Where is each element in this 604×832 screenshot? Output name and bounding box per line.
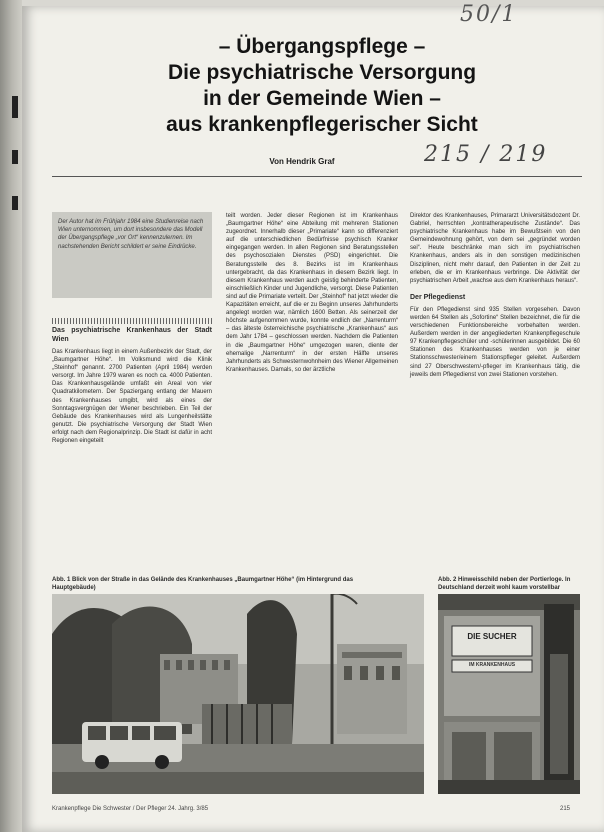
intro-box: Der Autor hat im Frühjahr 1984 eine Studienreise nach Wien unternommen, um dort insbesondere das Modell der Übergangspflege „vor Ort“ kennenzulernen. Im nachstehenden Bericht schildert er seine Eindrücke. — [52, 212, 212, 298]
figure-2-photo — [438, 594, 580, 794]
body-text: Direktor des Krankenhauses, Primararzt Universitätsdozent Dr. Gabriel, herrschten „kontratherapeutische Zustände“. Das psychiatrische Krankenhaus habe im Bewußtsein von den Gemeindewohnung gehört, von dem sei „gegründet worden sei“. Heute beschränke man sich im psychiatrischen Krankenhaus, anders als in den sonstigen medizinischen Disziplinen, nicht mehr darauf, den Patienten in der Zeit zu erleben, die er im Krankenhaus verbringe. Die Aktivität der psychiatrischen Arbeit „wachse aus dem Krankenhaus heraus“. — [410, 213, 580, 284]
title-line: aus krankenpflegerischer Sicht — [166, 113, 478, 136]
sign-subtext: IM KRANKENHAUS — [468, 662, 516, 668]
byline: Von Hendrik Graf — [269, 157, 335, 166]
header-rule — [52, 176, 582, 177]
handwritten-number: 50/1 — [460, 2, 518, 27]
body-text: Für den Pflegedienst sind 935 Stellen vorgesehen. Davon werden 64 Stellen als „Sofortine“ Stellen bezeichnet, die für die verschiedenen Funktionsbereiche vorbehalten werden. Außerdem werden in der angegliederten Krankenpflegeschule 97 Krankenpflegeschüler und -schülerinnen ausgebildet. Die 60 Stationen des Krankenhauses werden von je einer Stationsschwester/einem Stationspfleger geleitet. Außerdem sind 27 Oberschwestern/-pfleger im Krankenhaus tätig, die jeweils dem Pflegedienst von zwei Stationen vorstehen. — [410, 306, 580, 378]
handwritten-page-ref: 215 / 219 — [424, 142, 548, 167]
column-2 — [226, 212, 398, 374]
section-heading: Das psychiatrische Krankenhaus der Stadt Wien — [52, 327, 212, 343]
footer-journal: Krankenpflege Die Schwester / Der Pfleger 24. Jahrg. 3/85 — [52, 806, 209, 812]
column-3 — [410, 212, 580, 379]
title-line: in der Gemeinde Wien – — [203, 87, 441, 110]
spine-mark — [12, 96, 18, 118]
section-heading: Der Pflegedienst — [410, 293, 466, 301]
article-title — [70, 34, 574, 138]
section-strip — [52, 318, 212, 324]
title-line: Die psychiatrische Versorgung — [167, 61, 477, 84]
sign-text: DIE SUCHER — [467, 632, 517, 641]
figure-2-caption: Abb. 2 Hinweisschild neben der Portierloge. In Deutschland derzeit wohl kaum vorstellbar — [438, 577, 571, 591]
column-1 — [52, 326, 212, 445]
figure-1-photo — [52, 594, 424, 794]
body-text: Das Krankenhaus liegt in einem Außenbezirk der Stadt, der „Baumgartner Höhe“. Im Volksmund wird die Klinik „Steinhof“ genannt. 2700 Patienten (April 1984) werden versorgt. Im Jahre 1979 waren es noch ca. 4000 Patienten. Das Krankenhausgelände umfaßt ein Areal von vier Quadratkilometern. Der Spaziergang entlang der Mauern des Krankenhauses umgibt, wird als eines der Sonntagsvergnügen der Wiener beschrieben. Ein Teil der Gebäude des Krankenhauses wird als Lungenheilstätte genutzt. Die psychiatrische Versorgung der Stadt Wien erfolgt nach dem Regionalprinzip. Die Stadt ist dafür in acht Regionen eingeteilt — [52, 349, 212, 445]
footer-page-number: 215 — [560, 806, 571, 812]
street-scene-image — [52, 594, 424, 794]
body-text: teilt worden. Jeder dieser Regionen ist im Krankenhaus „Baumgartner Höhe“ eine Abteilung mit mehreren Stationen zugeordnet. Innerhalb dieser „Primariate“ kann so differenziert auf die unterschiedlichen Bedürfnisse psychisch Kranker eingegangen werden. In allen Regionen sind Beratungsstellen des psychosozialen Dienstes (PSD) eingerichtet. Die Beratungsstelle des 8. Bezirks ist im Krankenhaus untergebracht, da das Krankenhaus in diesem Bezirk liegt. In diesem Krankenhaus werden auch geistig behinderte Patienten, einschließlich Kinder und Jugendliche, versorgt. Diese Patienten sind auf die Primariate verteilt. Der „Steinhof“ hat jetzt wieder die Kapazitäten erreicht, auf die er zu Beginn unseres Jahrhunderts angelegt worden war, nämlich 1600 Betten. Als seinerzeit der höchste aufgenommen wurde, konnte endlich der „Narrenturm“ – das älteste österreichische psychiatrische „Krankenhaus“ aus dem Jahr 1784 – geschlossen werden. Nachdem die Patienten in die „Baumgartner Höhe“ umgezogen waren, diente der ehemalige „Narrenturm“ in der ersten Hälfte unseres Jahrhunderts als Schwesternwohnheim des Wiener Allgemeinen Krankenhauses. Damals, so der ärztliche — [226, 213, 398, 373]
spine-mark — [12, 196, 18, 210]
porter-sign-image — [438, 594, 580, 794]
spine-mark — [12, 150, 18, 164]
figure-1-caption: Abb. 1 Blick von der Straße in das Gelände des Krankenhauses „Baumgartner Höhe“ (im Hintergrund das Hauptgebäude) — [52, 577, 354, 591]
binding-spine — [0, 0, 22, 832]
title-line: – Übergangspflege – — [218, 35, 426, 58]
